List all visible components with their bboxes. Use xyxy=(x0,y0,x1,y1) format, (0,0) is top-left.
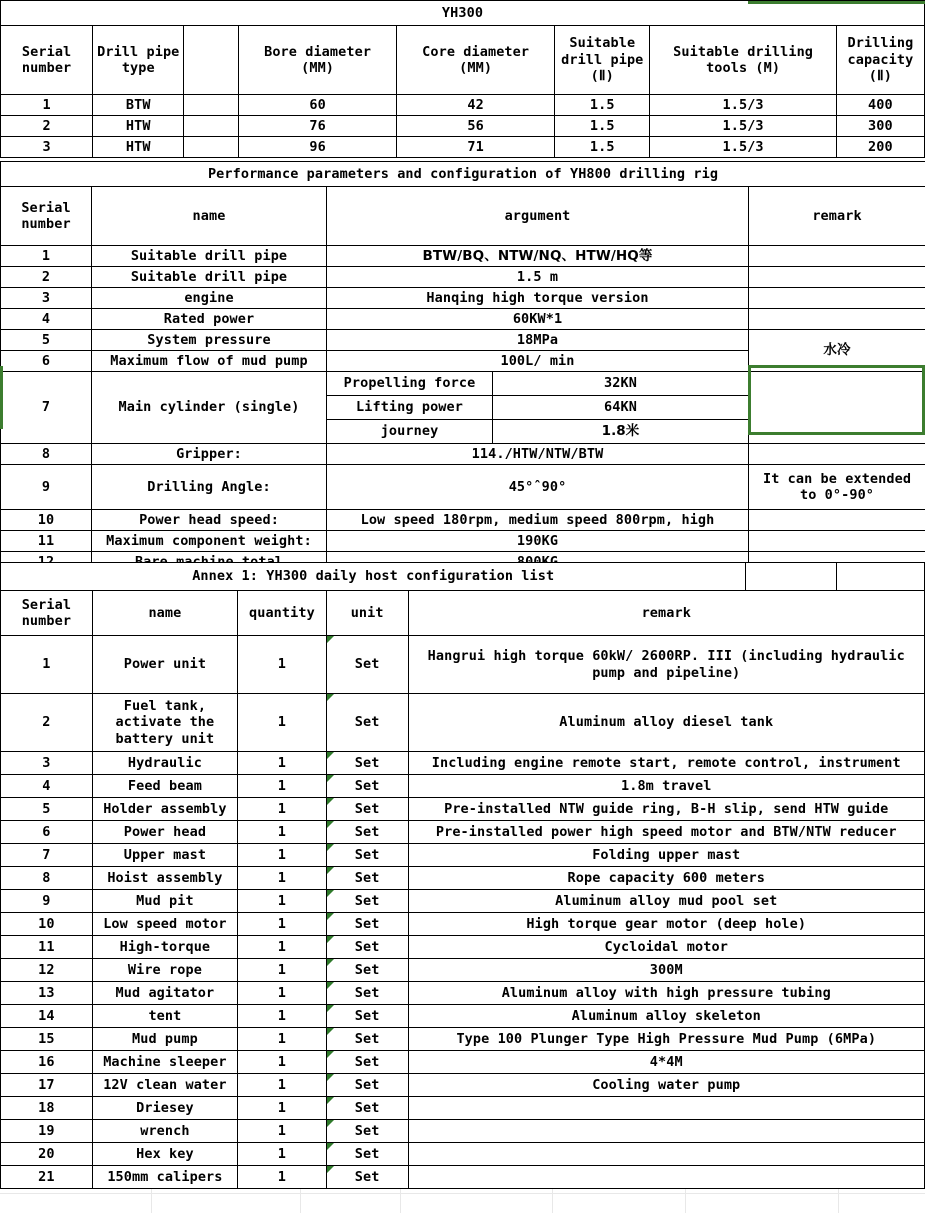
cell-unit xyxy=(326,798,408,821)
cell-unit-label: Set xyxy=(354,800,380,817)
cell-quantity: 1 xyxy=(238,1120,327,1143)
comment-marker-icon xyxy=(327,1166,334,1173)
cell-name: Hex key xyxy=(92,1143,237,1166)
cell-serial-number: 5 xyxy=(1,330,92,351)
table-row xyxy=(1,531,925,552)
cell-blank xyxy=(184,137,239,158)
cell-remark: Aluminum alloy skeleton xyxy=(408,1005,925,1028)
table-row xyxy=(1,798,925,821)
cell-unit-label: Set xyxy=(354,869,380,886)
table3-title-pad-2 xyxy=(837,563,925,591)
cell-remark xyxy=(749,444,925,465)
selection-edge-left-row7 xyxy=(0,366,3,429)
cell-remark: Pre-installed power high speed motor and BTW/NTW reducer xyxy=(408,821,925,844)
cell-quantity: 1 xyxy=(238,959,327,982)
table-row xyxy=(1,116,925,137)
comment-marker-icon xyxy=(327,867,334,874)
cell-drill-pipe-type: HTW xyxy=(93,116,184,137)
cell-unit xyxy=(326,775,408,798)
cell-unit-label: Set xyxy=(354,961,380,978)
cell-serial-number: 10 xyxy=(1,510,92,531)
cell-remark: It can be extended to 0°-90° xyxy=(749,465,925,510)
cell-unit xyxy=(326,867,408,890)
table-row xyxy=(1,936,925,959)
header-unit: unit xyxy=(326,591,408,636)
cell-quantity: 1 xyxy=(238,1051,327,1074)
cell-remark xyxy=(408,1143,925,1166)
comment-marker-icon xyxy=(327,936,334,943)
cell-drilling-capacity: 300 xyxy=(836,116,924,137)
cell-unit xyxy=(326,636,408,694)
cell-unit-label: Set xyxy=(354,1007,380,1024)
cell-quantity: 1 xyxy=(238,867,327,890)
cell-remark xyxy=(749,510,925,531)
comment-marker-icon xyxy=(327,1074,334,1081)
cell-argument: 60KW*1 xyxy=(327,309,749,330)
cell-quantity: 1 xyxy=(238,890,327,913)
cell-unit xyxy=(326,890,408,913)
table-row xyxy=(1,1028,925,1051)
table-title-row xyxy=(1,162,925,187)
cell-remark xyxy=(408,1166,925,1189)
cell-name: Hydraulic xyxy=(92,752,237,775)
cell-unit xyxy=(326,982,408,1005)
cell-unit xyxy=(326,1097,408,1120)
table-yh800-performance xyxy=(0,161,925,573)
cell-quantity: 1 xyxy=(238,1028,327,1051)
comment-marker-icon xyxy=(327,890,334,897)
cell-remark-water-cooling: 水冷 xyxy=(749,330,925,372)
cell-subrow-label: Propelling force xyxy=(327,372,493,396)
table-row xyxy=(1,1143,925,1166)
cell-argument: Low speed 180rpm, medium speed 800rpm, high xyxy=(327,510,749,531)
cell-unit-label: Set xyxy=(354,1053,380,1070)
cell-serial-number: 9 xyxy=(1,465,92,510)
table2-title: Performance parameters and configuration of YH800 drilling rig xyxy=(1,162,925,187)
cell-quantity: 1 xyxy=(238,821,327,844)
comment-marker-icon xyxy=(327,636,334,643)
cell-argument: Hanqing high torque version xyxy=(327,288,749,309)
header-argument: argument xyxy=(327,187,749,246)
cell-serial-number: 21 xyxy=(1,1166,93,1189)
table-row xyxy=(1,959,925,982)
comment-marker-icon xyxy=(327,982,334,989)
table1-title: YH300 xyxy=(1,1,925,26)
table-row xyxy=(1,246,925,267)
cell-serial-number: 7 xyxy=(1,372,92,444)
cell-serial-number: 18 xyxy=(1,1097,93,1120)
cell-quantity: 1 xyxy=(238,913,327,936)
cell-serial-number: 3 xyxy=(1,137,93,158)
cell-name: Mud pit xyxy=(92,890,237,913)
cell-core-diameter: 56 xyxy=(397,116,555,137)
cell-drill-pipe-type: HTW xyxy=(93,137,184,158)
cell-serial-number: 5 xyxy=(1,798,93,821)
cell-serial-number: 10 xyxy=(1,913,93,936)
cell-serial-number: 2 xyxy=(1,694,93,752)
cell-unit xyxy=(326,694,408,752)
cell-serial-number: 6 xyxy=(1,821,93,844)
header-remark: remark xyxy=(749,187,925,246)
table-row xyxy=(1,844,925,867)
cell-remark xyxy=(749,309,925,330)
cell-bore-diameter: 76 xyxy=(239,116,397,137)
comment-marker-icon xyxy=(327,1005,334,1012)
comment-marker-icon xyxy=(327,798,334,805)
cell-argument: BTW/BQ、NTW/NQ、HTW/HQ等 xyxy=(327,246,749,267)
cell-name: engine xyxy=(92,288,327,309)
cell-drill-pipe-type: BTW xyxy=(93,95,184,116)
cell-subrow-value: 32KN xyxy=(493,372,749,396)
cell-quantity: 1 xyxy=(238,636,327,694)
cell-serial-number: 7 xyxy=(1,844,93,867)
comment-marker-icon xyxy=(327,752,334,759)
cell-unit-label: Set xyxy=(354,892,380,909)
cell-serial-number: 1 xyxy=(1,95,93,116)
cell-name: tent xyxy=(92,1005,237,1028)
table-row xyxy=(1,890,925,913)
table-row xyxy=(1,95,925,116)
cell-serial-number: 16 xyxy=(1,1051,93,1074)
cell-serial-number: 12 xyxy=(1,959,93,982)
cell-remark xyxy=(749,246,925,267)
cell-quantity: 1 xyxy=(238,982,327,1005)
table-row xyxy=(1,1005,925,1028)
cell-quantity: 1 xyxy=(238,1143,327,1166)
cell-remark: Aluminum alloy with high pressure tubing xyxy=(408,982,925,1005)
cell-unit-label: Set xyxy=(354,938,380,955)
table-row xyxy=(1,1051,925,1074)
cell-unit xyxy=(326,1074,408,1097)
comment-marker-icon xyxy=(327,694,334,701)
cell-unit xyxy=(326,1166,408,1189)
cell-serial-number: 20 xyxy=(1,1143,93,1166)
cell-quantity: 1 xyxy=(238,752,327,775)
cell-name: Power head xyxy=(92,821,237,844)
cell-quantity: 1 xyxy=(238,798,327,821)
cell-remark: 300M xyxy=(408,959,925,982)
selection-edge-top-right xyxy=(748,1,925,4)
comment-marker-icon xyxy=(327,913,334,920)
table-title-row xyxy=(1,563,925,591)
cell-quantity: 1 xyxy=(238,844,327,867)
cell-serial-number: 15 xyxy=(1,1028,93,1051)
cell-name: Feed beam xyxy=(92,775,237,798)
table-annex1-host-configuration xyxy=(0,562,925,1189)
cell-serial-number: 2 xyxy=(1,267,92,288)
cell-name: Maximum component weight: xyxy=(92,531,327,552)
cell-unit xyxy=(326,1028,408,1051)
cell-serial-number: 2 xyxy=(1,116,93,137)
cell-unit-label: Set xyxy=(354,1168,380,1185)
cell-unit-label: Set xyxy=(354,656,380,673)
cell-name: Mud pump xyxy=(92,1028,237,1051)
cell-serial-number: 11 xyxy=(1,531,92,552)
cell-remark xyxy=(749,288,925,309)
cell-name: Suitable drill pipe xyxy=(92,267,327,288)
cell-unit xyxy=(326,1143,408,1166)
cell-serial-number: 13 xyxy=(1,982,93,1005)
cell-subrow-label: journey xyxy=(327,420,493,444)
cell-unit-label: Set xyxy=(354,1122,380,1139)
cell-remark: 4*4M xyxy=(408,1051,925,1074)
cell-name: Upper mast xyxy=(92,844,237,867)
header-core-diameter-label: Core diameter xyxy=(422,43,530,60)
header-bore-diameter xyxy=(239,26,397,95)
cell-unit-label: Set xyxy=(354,846,380,863)
table-row xyxy=(1,1120,925,1143)
cell-unit-label: Set xyxy=(354,714,380,731)
cell-name: Holder assembly xyxy=(92,798,237,821)
header-suitable-drilling-tools: Suitable drilling tools (M) xyxy=(650,26,836,95)
header-blank xyxy=(184,26,239,95)
cell-suitable-drilling-tools: 1.5/3 xyxy=(650,95,836,116)
cell-name: Rated power xyxy=(92,309,327,330)
cell-unit xyxy=(326,936,408,959)
cell-serial-number: 1 xyxy=(1,246,92,267)
cell-unit-label: Set xyxy=(354,915,380,932)
cell-name: Main cylinder (single) xyxy=(92,372,327,444)
cell-name: Low speed motor xyxy=(92,913,237,936)
cell-bore-diameter: 96 xyxy=(239,137,397,158)
table3-title-pad-1 xyxy=(746,563,837,591)
table-row xyxy=(1,465,925,510)
comment-marker-icon xyxy=(327,1051,334,1058)
cell-remark: Type 100 Plunger Type High Pressure Mud Pump (6MPa) xyxy=(408,1028,925,1051)
cell-unit xyxy=(326,821,408,844)
table-row xyxy=(1,636,925,694)
cell-unit-label: Set xyxy=(354,777,380,794)
cell-serial-number: 4 xyxy=(1,309,92,330)
cell-name: Gripper: xyxy=(92,444,327,465)
comment-marker-icon xyxy=(327,959,334,966)
cell-core-diameter: 42 xyxy=(397,95,555,116)
cell-argument: 114./HTW/NTW/BTW xyxy=(327,444,749,465)
cell-suitable-drill-pipe: 1.5 xyxy=(555,137,650,158)
table-row xyxy=(1,982,925,1005)
cell-drilling-capacity: 400 xyxy=(836,95,924,116)
cell-name: Driesey xyxy=(92,1097,237,1120)
header-drilling-capacity: Drilling capacity (Ⅱ) xyxy=(836,26,924,95)
cell-quantity: 1 xyxy=(238,1005,327,1028)
cell-serial-number: 8 xyxy=(1,867,93,890)
cell-unit xyxy=(326,913,408,936)
cell-quantity: 1 xyxy=(238,1097,327,1120)
cell-remark: 1.8m travel xyxy=(408,775,925,798)
cell-quantity: 1 xyxy=(238,1166,327,1189)
cell-remark: Cooling water pump xyxy=(408,1074,925,1097)
comment-marker-icon xyxy=(327,775,334,782)
comment-marker-icon xyxy=(327,1143,334,1150)
table3-title: Annex 1: YH300 daily host configuration list xyxy=(1,563,746,591)
comment-marker-icon xyxy=(327,1097,334,1104)
header-drill-pipe-type: Drill pipe type xyxy=(93,26,184,95)
cell-unit-label: Set xyxy=(354,823,380,840)
cell-remark: Rope capacity 600 meters xyxy=(408,867,925,890)
cell-serial-number: 19 xyxy=(1,1120,93,1143)
cell-quantity: 1 xyxy=(238,936,327,959)
table-row xyxy=(1,330,925,351)
header-bore-diameter-label: Bore diameter xyxy=(264,43,372,60)
header-serial-number: Serial number xyxy=(1,591,93,636)
cell-remark: Including engine remote start, remote control, instrument xyxy=(408,752,925,775)
cell-argument: 100L/ min xyxy=(327,351,749,372)
table-row xyxy=(1,1166,925,1189)
header-name: name xyxy=(92,187,327,246)
cell-remark: Aluminum alloy mud pool set xyxy=(408,890,925,913)
cell-unit xyxy=(326,752,408,775)
cell-serial-number: 11 xyxy=(1,936,93,959)
cell-name: Wire rope xyxy=(92,959,237,982)
table-header-row xyxy=(1,187,925,246)
cell-remark: High torque gear motor (deep hole) xyxy=(408,913,925,936)
cell-name: High-torque xyxy=(92,936,237,959)
table-header-row xyxy=(1,591,925,636)
gridline-horizontal xyxy=(0,1193,925,1194)
cell-name: 150mm calipers xyxy=(92,1166,237,1189)
cell-name: System pressure xyxy=(92,330,327,351)
cell-serial-number: 1 xyxy=(1,636,93,694)
cell-unit xyxy=(326,1005,408,1028)
header-core-diameter xyxy=(397,26,555,95)
cell-remark xyxy=(408,1097,925,1120)
cell-serial-number: 9 xyxy=(1,890,93,913)
cell-quantity: 1 xyxy=(238,775,327,798)
header-name: name xyxy=(92,591,237,636)
cell-unit-label: Set xyxy=(354,1030,380,1047)
comment-marker-icon xyxy=(327,1028,334,1035)
table-row xyxy=(1,821,925,844)
cell-argument: 45°ˆ90° xyxy=(327,465,749,510)
table-row xyxy=(1,913,925,936)
cell-unit-label: Set xyxy=(354,984,380,1001)
cell-remark: Aluminum alloy diesel tank xyxy=(408,694,925,752)
table-row xyxy=(1,867,925,890)
header-core-diameter-unit: (MM) xyxy=(459,60,493,76)
header-bore-diameter-unit: (MM) xyxy=(301,60,335,76)
cell-serial-number: 6 xyxy=(1,351,92,372)
table-row xyxy=(1,510,925,531)
cell-unit xyxy=(326,844,408,867)
table-row xyxy=(1,1074,925,1097)
cell-name: Machine sleeper xyxy=(92,1051,237,1074)
comment-marker-icon xyxy=(327,844,334,851)
cell-name: Fuel tank, activate the battery unit xyxy=(92,694,237,752)
table-title-row xyxy=(1,1,925,26)
cell-argument: 18MPa xyxy=(327,330,749,351)
cell-subrow-value: 1.8米 xyxy=(493,420,749,444)
header-quantity: quantity xyxy=(238,591,327,636)
cell-unit-label: Set xyxy=(354,1076,380,1093)
cell-remark xyxy=(749,267,925,288)
header-suitable-drill-pipe: Suitable drill pipe (Ⅱ) xyxy=(555,26,650,95)
cell-name: Hoist assembly xyxy=(92,867,237,890)
cell-remark: Folding upper mast xyxy=(408,844,925,867)
cell-bore-diameter: 60 xyxy=(239,95,397,116)
cell-unit xyxy=(326,1051,408,1074)
cell-name: Drilling Angle: xyxy=(92,465,327,510)
cell-subrow-label: Lifting power xyxy=(327,396,493,420)
header-serial-number: Serial number xyxy=(1,26,93,95)
cell-name: 12V clean water xyxy=(92,1074,237,1097)
cell-argument: 1.5 m xyxy=(327,267,749,288)
table-row xyxy=(1,752,925,775)
table-row xyxy=(1,1097,925,1120)
table-yh300-drill-pipe-specs xyxy=(0,0,925,158)
cell-quantity: 1 xyxy=(238,694,327,752)
cell-name: Mud agitator xyxy=(92,982,237,1005)
cell-serial-number: 3 xyxy=(1,288,92,309)
cell-remark: Hangrui high torque 60kW/ 2600RP. III (including hydraulic pump and pipeline) xyxy=(408,636,925,694)
cell-blank xyxy=(184,116,239,137)
cell-remark xyxy=(749,531,925,552)
cell-name: Suitable drill pipe xyxy=(92,246,327,267)
cell-unit xyxy=(326,959,408,982)
cell-suitable-drill-pipe: 1.5 xyxy=(555,116,650,137)
cell-serial-number: 8 xyxy=(1,444,92,465)
cell-drilling-capacity: 200 xyxy=(836,137,924,158)
cell-serial-number: 3 xyxy=(1,752,93,775)
header-serial-number: Serial number xyxy=(1,187,92,246)
table-row xyxy=(1,694,925,752)
table-row-main-cylinder xyxy=(1,372,925,396)
table-row xyxy=(1,288,925,309)
header-remark: remark xyxy=(408,591,925,636)
cell-remark xyxy=(408,1120,925,1143)
cell-remark: Cycloidal motor xyxy=(408,936,925,959)
table-header-row xyxy=(1,26,925,95)
cell-name: Power head speed: xyxy=(92,510,327,531)
table-row xyxy=(1,309,925,330)
comment-marker-icon xyxy=(327,1120,334,1127)
cell-unit-label: Set xyxy=(354,1145,380,1162)
cell-subrow-value: 64KN xyxy=(493,396,749,420)
table-row xyxy=(1,444,925,465)
cell-name: Maximum flow of mud pump xyxy=(92,351,327,372)
cell-unit-label: Set xyxy=(354,1099,380,1116)
cell-remark-selected[interactable] xyxy=(749,372,925,444)
cell-serial-number: 17 xyxy=(1,1074,93,1097)
cell-serial-number: 4 xyxy=(1,775,93,798)
cell-name: wrench xyxy=(92,1120,237,1143)
cell-serial-number: 14 xyxy=(1,1005,93,1028)
cell-suitable-drill-pipe: 1.5 xyxy=(555,95,650,116)
table-row xyxy=(1,775,925,798)
cell-suitable-drilling-tools: 1.5/3 xyxy=(650,137,836,158)
comment-marker-icon xyxy=(327,821,334,828)
cell-blank xyxy=(184,95,239,116)
cell-core-diameter: 71 xyxy=(397,137,555,158)
table-row xyxy=(1,267,925,288)
table-row xyxy=(1,137,925,158)
cell-remark: Pre-installed NTW guide ring, B-H slip, send HTW guide xyxy=(408,798,925,821)
cell-quantity: 1 xyxy=(238,1074,327,1097)
cell-argument: 190KG xyxy=(327,531,749,552)
cell-suitable-drilling-tools: 1.5/3 xyxy=(650,116,836,137)
cell-unit-label: Set xyxy=(354,754,380,771)
cell-unit xyxy=(326,1120,408,1143)
cell-name: Power unit xyxy=(92,636,237,694)
